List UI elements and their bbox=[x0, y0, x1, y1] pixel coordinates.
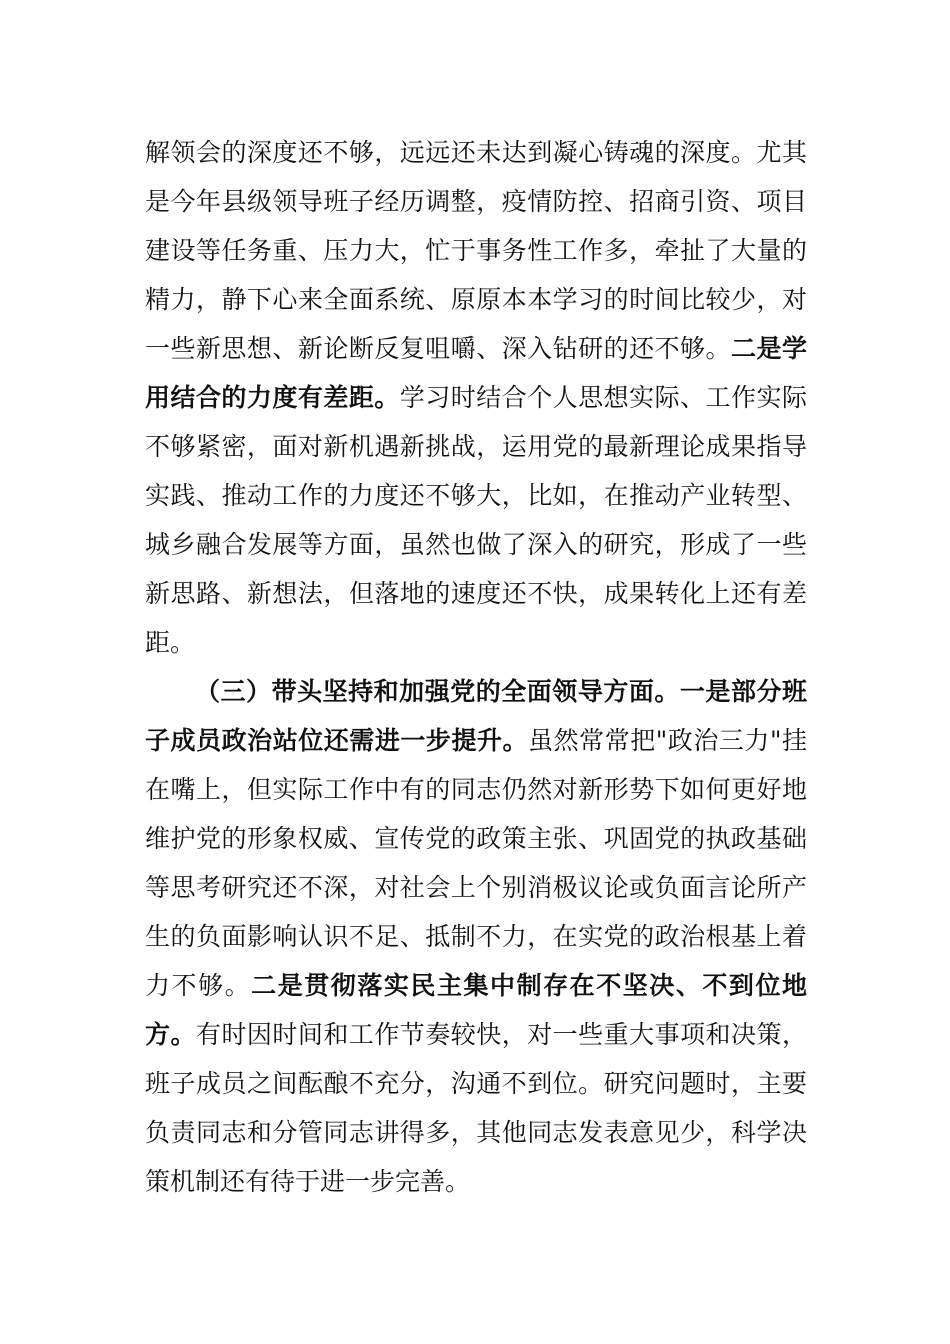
bold-heading-run: 二是贯彻落实民主集中制存在不坚决、不到位地方。 bbox=[145, 971, 807, 1049]
document-page bbox=[145, 128, 807, 1206]
paragraph-1 bbox=[145, 128, 807, 667]
text-run: 有时因时间和工作节奏较快，对一些重大事项和决策，班子成员之间酝酿不充分，沟通不到位。研究问题时，主要负责同志和分管同志讲得多，其他同志发表意见少，科学决策机制还有待于进一步完善。 bbox=[145, 1020, 807, 1196]
text-run: 学习时结合个人思想实际、工作实际不够紧密，面对新机遇新挑战，运用党的最新理论成果指导实践、推动工作的力度还不够大，比如，在推动产业转型、城乡融合发展等方面，虽然也做了深入的研究，形成了一些新思路、新想法，但落地的速度还不快，成果转化上还有差距。 bbox=[145, 383, 807, 657]
text-run: 解领会的深度还不够，远远还未达到凝心铸魂的深度。尤其是今年县级领导班子经历调整，疫情防控、招商引资、项目建设等任务重、压力大，忙于事务性工作多，牵扯了大量的精力，静下心来全面系统、原原本本学习的时间比较少，对一些新思想、新论断反复咀嚼、深入钻研的还不够。 bbox=[145, 138, 807, 363]
paragraph-2 bbox=[145, 667, 807, 1206]
section-heading-run: （三）带头坚持和加强党的全面领导方面。一是部分班子成员政治站位还需进一步提升。 bbox=[145, 677, 807, 755]
text-run: 虽然常常把"政治三力"挂在嘴上，但实际工作中有的同志仍然对新形势下如何更好地维护党的形象权威、宣传党的政策主张、巩固党的执政基础等思考研究还不深，对社会上个别消极议论或负面言论所产生的负面影响认识不足、抵制不力，在实党的政治根基上着力不够。 bbox=[145, 726, 807, 1000]
bold-heading-run: 二是学用结合的力度有差距。 bbox=[145, 334, 807, 412]
